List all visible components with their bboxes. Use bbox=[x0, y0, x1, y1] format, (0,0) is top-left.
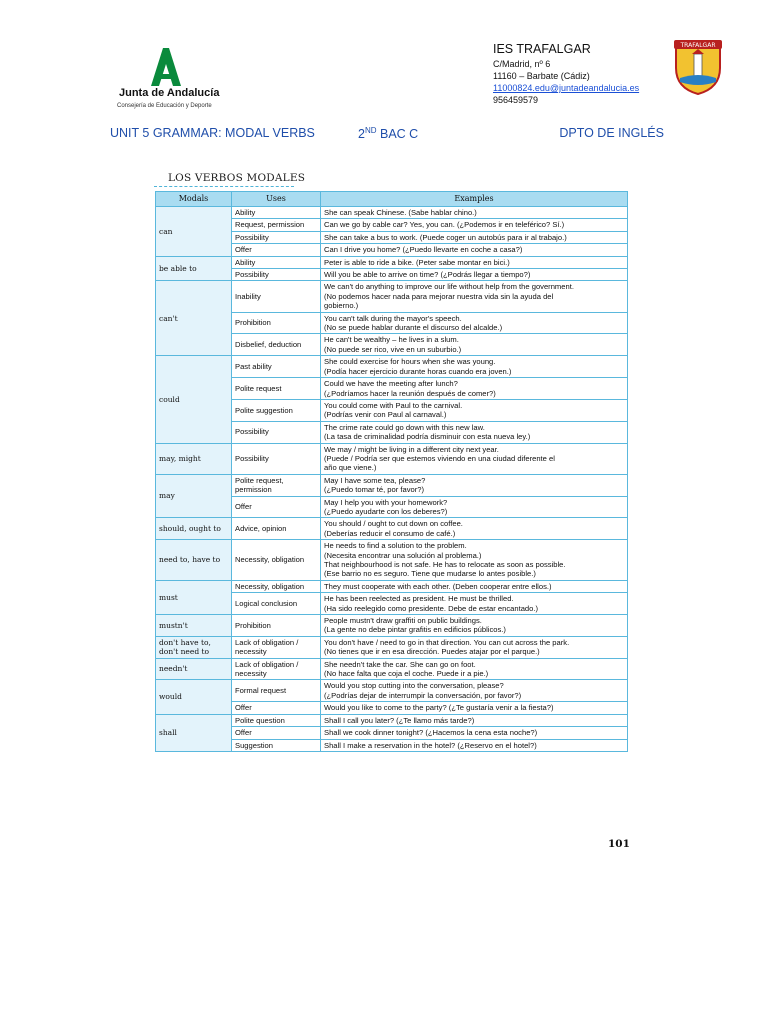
use-cell: Necessity, obligation bbox=[232, 580, 321, 592]
example-line: Shall I call you later? (¿Te llamo más tarde?) bbox=[324, 715, 475, 725]
use-cell: Possibility bbox=[232, 443, 321, 474]
example-cell bbox=[321, 244, 628, 256]
example-line: She needn't take the car. She can go on foot. bbox=[324, 659, 476, 669]
modal-cell: needn't bbox=[156, 658, 232, 680]
example-line: (No hace falta que coja el coche. Puede ir a pie.) bbox=[324, 669, 489, 679]
example-cell bbox=[321, 658, 628, 680]
example-cell bbox=[321, 518, 628, 540]
example-line: Would you stop cutting into the conversation, please? bbox=[324, 681, 504, 691]
example-line: Can I drive you home? (¿Puedo llevarte en coche a casa?) bbox=[324, 245, 523, 255]
use-cell: Necessity, obligation bbox=[232, 540, 321, 581]
use-cell: Formal request bbox=[232, 680, 321, 702]
example-line: She could exercise for hours when she was young. bbox=[324, 357, 496, 367]
svg-text:TRAFALGAR: TRAFALGAR bbox=[680, 42, 716, 49]
example-line: He has been reelected as president. He must be thrilled. bbox=[324, 594, 514, 604]
example-cell bbox=[321, 714, 628, 726]
junta-logo bbox=[113, 46, 233, 116]
school-crest-icon bbox=[672, 38, 724, 96]
example-cell bbox=[321, 702, 628, 714]
use-cell: Polite suggestion bbox=[232, 399, 321, 421]
phone: 956459579 bbox=[493, 95, 539, 105]
address-line-2: 11160 – Barbate (Cádiz) bbox=[493, 71, 590, 81]
example-cell bbox=[321, 399, 628, 421]
example-line: We may / might be living in a different city next year. bbox=[324, 444, 499, 454]
table-row bbox=[156, 281, 628, 312]
page-number: 101 bbox=[608, 838, 630, 850]
example-cell bbox=[321, 593, 628, 615]
table-header-row bbox=[156, 192, 628, 207]
example-cell bbox=[321, 356, 628, 378]
table-row bbox=[156, 636, 628, 658]
example-cell bbox=[321, 378, 628, 400]
example-line: You don't have / need to go in that direction. You can cut across the park. bbox=[324, 637, 570, 647]
example-cell bbox=[321, 680, 628, 702]
table-row bbox=[156, 680, 628, 702]
header-modals: Modals bbox=[156, 192, 232, 207]
use-cell: Possibility bbox=[232, 421, 321, 443]
example-line: Could we have the meeting after lunch? bbox=[324, 379, 458, 389]
table-row bbox=[156, 207, 628, 219]
course-level: 2ND BAC C bbox=[358, 126, 419, 142]
example-cell bbox=[321, 334, 628, 356]
example-line: Would you like to come to the party? (¿Te gustaría venir a la fiesta?) bbox=[324, 703, 554, 713]
modal-cell: need to, have to bbox=[156, 540, 232, 581]
table-row bbox=[156, 443, 628, 474]
example-line: (Ese barrio no es seguro. Tiene que mudarse lo antes posible.) bbox=[324, 569, 536, 579]
use-cell: Ability bbox=[232, 207, 321, 219]
example-cell bbox=[321, 281, 628, 312]
use-cell: Past ability bbox=[232, 356, 321, 378]
example-line: (No podemos hacer nada para mejorar nuestra vida sin la ayuda del bbox=[324, 291, 554, 301]
example-line: You should / ought to cut down on coffee. bbox=[324, 519, 463, 529]
address-line-1: C/Madrid, nº 6 bbox=[493, 59, 551, 69]
modal-cell: shall bbox=[156, 714, 232, 751]
example-cell bbox=[321, 312, 628, 334]
example-cell bbox=[321, 269, 628, 281]
example-line: (No se puede hablar durante el discurso del alcalde.) bbox=[324, 323, 503, 333]
example-line: gobierno.) bbox=[324, 301, 359, 311]
use-cell: Polite request, permission bbox=[232, 474, 321, 496]
example-line: The crime rate could go down with this new law. bbox=[324, 422, 485, 432]
example-cell bbox=[321, 636, 628, 658]
example-cell bbox=[321, 443, 628, 474]
example-line: Shall I make a reservation in the hotel? (¿Reservo en el hotel?) bbox=[324, 740, 537, 750]
modal-cell: can bbox=[156, 207, 232, 257]
example-cell bbox=[321, 739, 628, 751]
example-line: (No tienes que ir en esa dirección. Puedes atajar por el parque.) bbox=[324, 647, 540, 657]
example-line: May I have some tea, please? bbox=[324, 475, 426, 485]
use-cell: Ability bbox=[232, 256, 321, 268]
example-line: Can we go by cable car? Yes, you can. (¿Podemos ir en teleférico? Sí.) bbox=[324, 220, 565, 230]
modal-cell: don't have to, don't need to bbox=[156, 636, 232, 658]
example-cell bbox=[321, 219, 628, 231]
example-line: (Deberías reducir el consumo de café.) bbox=[324, 528, 456, 538]
example-line: (No puede ser rico, vive en un suburbio.) bbox=[324, 344, 462, 354]
modal-cell: may bbox=[156, 474, 232, 518]
example-line: Shall we cook dinner tonight? (¿Hacemos la cena esta noche?) bbox=[324, 728, 538, 738]
example-cell bbox=[321, 256, 628, 268]
use-cell: Suggestion bbox=[232, 739, 321, 751]
example-line: (La gente no debe pintar grafitis en edificios públicos.) bbox=[324, 625, 506, 635]
modal-cell: would bbox=[156, 680, 232, 714]
use-cell: Lack of obligation / necessity bbox=[232, 658, 321, 680]
example-line: Will you be able to arrive on time? (¿Podrás llegar a tiempo?) bbox=[324, 270, 531, 280]
table-row bbox=[156, 658, 628, 680]
department-name: Consejería de Educación y Deporte bbox=[117, 103, 212, 109]
modal-cell: may, might bbox=[156, 443, 232, 474]
use-cell: Logical conclusion bbox=[232, 593, 321, 615]
header-examples: Examples bbox=[321, 192, 628, 207]
example-line: People mustn't draw graffiti on public buildings. bbox=[324, 616, 482, 626]
page-title-row bbox=[110, 126, 664, 144]
brand-name: Junta de Andalucía bbox=[119, 87, 220, 99]
modal-cell: can't bbox=[156, 281, 232, 356]
modal-cell: mustn't bbox=[156, 615, 232, 637]
modal-cell: should, ought to bbox=[156, 518, 232, 540]
use-cell: Disbelief, deduction bbox=[232, 334, 321, 356]
table-row bbox=[156, 615, 628, 637]
table-row bbox=[156, 256, 628, 268]
example-line: May I help you with your homework? bbox=[324, 497, 448, 507]
use-cell: Polite request bbox=[232, 378, 321, 400]
junta-logo-icon bbox=[141, 46, 191, 90]
section-underline bbox=[154, 186, 294, 187]
use-cell: Lack of obligation / necessity bbox=[232, 636, 321, 658]
use-cell: Offer bbox=[232, 496, 321, 518]
table-row bbox=[156, 540, 628, 581]
example-line: He needs to find a solution to the problem. bbox=[324, 541, 467, 551]
example-line: He can't be wealthy – he lives in a slum. bbox=[324, 335, 459, 345]
school-name: IES TRAFALGAR bbox=[493, 42, 591, 56]
email-link[interactable]: 11000824.edu@juntadeandalucia.es bbox=[493, 83, 640, 93]
modal-verbs-table bbox=[155, 191, 628, 752]
example-cell bbox=[321, 580, 628, 592]
section-title: LOS VERBOS MODALES bbox=[168, 172, 306, 184]
example-cell bbox=[321, 231, 628, 243]
example-line: You can't talk during the mayor's speech. bbox=[324, 313, 462, 323]
use-cell: Polite question bbox=[232, 714, 321, 726]
example-line: (La tasa de criminalidad podría disminuir con esta nueva ley.) bbox=[324, 432, 531, 442]
use-cell: Advice, opinion bbox=[232, 518, 321, 540]
example-line: You could come with Paul to the carnival. bbox=[324, 400, 463, 410]
example-line: (Ha sido reelegido como presidente. Debe de estar encantado.) bbox=[324, 603, 539, 613]
use-cell: Possibility bbox=[232, 231, 321, 243]
example-line: año que viene.) bbox=[324, 463, 377, 473]
use-cell: Offer bbox=[232, 727, 321, 739]
example-line: She can speak Chinese. (Sabe hablar chino.) bbox=[324, 208, 477, 217]
example-cell bbox=[321, 496, 628, 518]
example-line: They must cooperate with each other. (Deben cooperar entre ellos.) bbox=[324, 581, 552, 591]
example-cell bbox=[321, 474, 628, 496]
table-row bbox=[156, 356, 628, 378]
example-line: (¿Podríamos hacer la reunión después de comer?) bbox=[324, 388, 496, 398]
department-label: DPTO DE INGLÉS bbox=[559, 126, 664, 140]
school-info bbox=[493, 43, 639, 106]
example-cell bbox=[321, 540, 628, 581]
use-cell: Inability bbox=[232, 281, 321, 312]
unit-title: UNIT 5 GRAMMAR: MODAL VERBS bbox=[110, 126, 315, 140]
example-line: Peter is able to ride a bike. (Peter sabe montar en bici.) bbox=[324, 257, 510, 267]
example-line: (Necesita encontrar una solución al problema.) bbox=[324, 550, 482, 560]
table-row bbox=[156, 518, 628, 540]
example-line: She can take a bus to work. (Puede coger un autobús para ir al trabajo.) bbox=[324, 232, 567, 242]
modal-cell: be able to bbox=[156, 256, 232, 281]
modal-cell: could bbox=[156, 356, 232, 443]
header-uses: Uses bbox=[232, 192, 321, 207]
example-line: (Podía hacer ejercicio durante horas cuando era joven.) bbox=[324, 366, 512, 376]
example-line: (¿Puedo ayudarte con los deberes?) bbox=[324, 506, 448, 516]
use-cell: Prohibition bbox=[232, 312, 321, 334]
use-cell: Possibility bbox=[232, 269, 321, 281]
example-cell bbox=[321, 421, 628, 443]
example-cell bbox=[321, 727, 628, 739]
example-cell bbox=[321, 207, 628, 219]
example-cell bbox=[321, 615, 628, 637]
table-row bbox=[156, 474, 628, 496]
example-line: (Podrías venir con Paul al carnaval.) bbox=[324, 410, 447, 420]
use-cell: Prohibition bbox=[232, 615, 321, 637]
example-line: That neighbourhood is not safe. He has to relocate as soon as possible. bbox=[324, 560, 566, 569]
example-line: (¿Puedo tomar té, por favor?) bbox=[324, 485, 425, 495]
use-cell: Request, permission bbox=[232, 219, 321, 231]
use-cell: Offer bbox=[232, 702, 321, 714]
use-cell: Offer bbox=[232, 244, 321, 256]
table-row bbox=[156, 580, 628, 592]
table-row bbox=[156, 714, 628, 726]
modal-cell: must bbox=[156, 580, 232, 614]
example-line: We can't do anything to improve our life without help from the government. bbox=[324, 282, 574, 292]
example-line: (¿Podrías dejar de interrumpir la conversación, por favor?) bbox=[324, 690, 522, 700]
example-line: (Puede / Podría ser que estemos viviendo en una ciudad diferente el bbox=[324, 453, 555, 463]
